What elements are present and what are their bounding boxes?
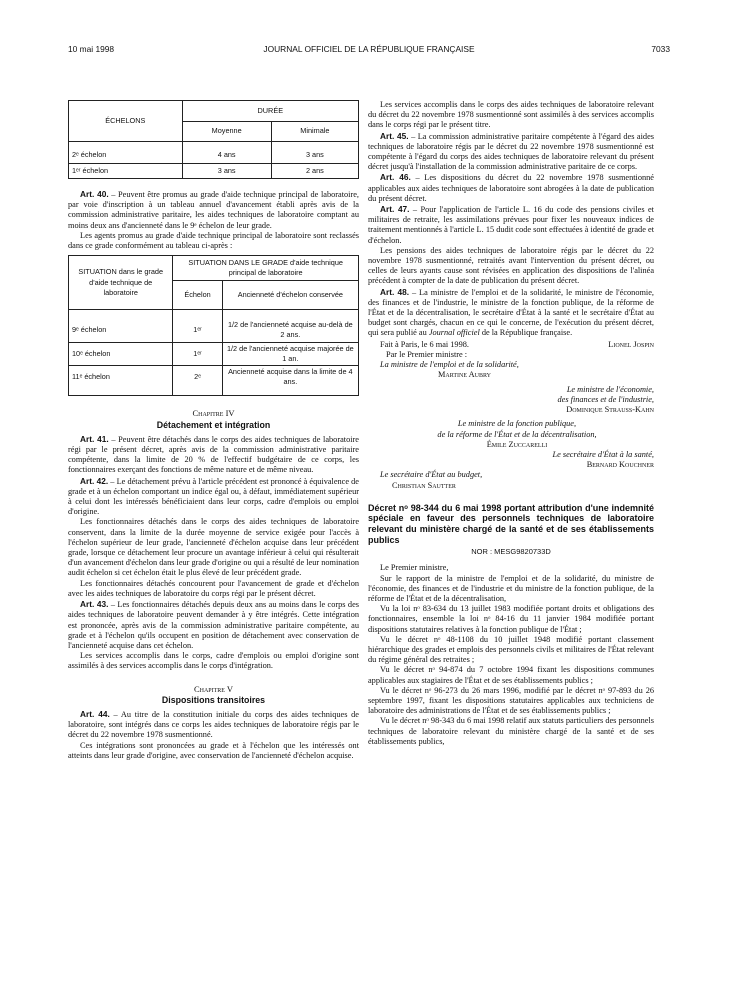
article-43: Art. 43. – Les fonctionnaires détachés depuis deux ans au moins dans le corps des aides techniques de laboratoire peuvent demander à y être intégrés. Cette intégration est prononcée, après avis de la commission administrative paritaire compétente, au grade et à l'échelon qu'ils occupent en position de détachement avec conservation de l'ancienneté acquise dans cet échelon. [68,599,359,650]
journal-officiel-ref: Journal officiel [428,328,480,338]
chapter-title: Dispositions transitoires [161,694,266,705]
cell-echelon: 1ᵉʳ échelon [69,164,183,179]
duree-table [68,100,359,179]
article-label: Art. 43. [80,599,109,610]
th-anciennete: Ancienneté d'échelon conservée [222,281,358,310]
paragraph: Vu le décret nᵒ 94-874 du 7 octobre 1994 fixant les dispositions communes applicables aux stagiaires de l'État et de ses établissements publics ; [368,665,654,685]
cell-situation: 9ᵉ échelon [69,310,173,342]
header-page-number: 7033 [651,44,670,54]
header-date: 10 mai 1998 [68,44,115,54]
paragraph: Ces intégrations sont prononcées au grade et à l'échelon que les intéressés ont atteints dans leur grade d'origine, avec conservation de l'ancienneté d'échelon acquise. [68,740,359,760]
ministre-economie-title: Le ministre de l'économie, [566,384,654,394]
right-column [368,100,654,747]
th-minimale: Minimale [271,121,358,142]
ministre-economie-title-2: des finances et de l'industrie, [557,394,654,404]
par-le-premier-ministre: Par le Premier ministre : [386,350,468,360]
ministre-fonction-publique-title-2: de la réforme de l'État et de la décentralisation, [437,429,597,439]
article-46: Art. 46. – Les dispositions du décret du 22 novembre 1978 susmentionné applicables aux aides techniques de laboratoire sont abrogées à la date de publication du présent décret. [368,172,654,203]
ministre-fonction-publique-title: Le ministre de la fonction publique, [457,419,577,429]
paragraph: Les agents promus au grade d'aide technique principal de laboratoire sont reclassés dans ce grade conformément au tableau ci-après : [68,230,359,251]
article-label: Art. 45. [380,130,409,141]
th-duree: DURÉE [182,101,358,122]
cell-minimale: 2 ans [271,164,358,179]
signature-aubry: Martine Aubry [438,370,491,380]
th-echelon: Échelon [173,281,222,310]
paragraph: Les fonctionnaires détachés dans le corps des aides techniques de laboratoire conservent, dans la limite de la durée moyenne de service exigée pour l'accès à l'échelon supérieur de leur grade, l'ancienneté d'échelon acquise dans leur précédent grade, lorsque ce détachement leur procure un avantage inférieur à celui qui résulterait d'un avancement d'échelon dans leur grade d'origine ou qui a résulté de leur nomination audit échelon si cet échelon était le plus élevé de leur précédent grade. [68,517,359,578]
paragraph: Vu le décret nᵒ 98-343 du 6 mai 1998 relatif aux statuts particuliers des personnels techniques de laboratoire relevant du ministère chargé de la santé et de ses établissements publics, [368,716,654,746]
article-48: Art. 48. – La ministre de l'emploi et de la solidarité, le ministre de l'économie, des finances et de l'industrie, le ministre de la fonction publique, de la réforme de l'État et de la décentralisation, le secrétaire d'État à la santé et le secrétaire d'État au budget sont chargés, chacun en ce qui le concerne, de l'exécution du présent décret, qui sera publié au Journal officiel de la République française. [368,286,654,338]
header-journal-title: JOURNAL OFFICIEL DE LA RÉPUBLIQUE FRANÇAISE [263,44,475,54]
cell-echelon: 1ᵉʳ [173,310,222,342]
paragraph: Sur le rapport de la ministre de l'emploi et de la solidarité, du ministre de l'économie, des finances et de l'industrie et du ministre de la fonction publique, de la réforme de l'État et de la décentralisation, [368,573,654,603]
secretaire-budget-title: Le secrétaire d'État au budget, [380,470,483,480]
cell-echelon: 2ᵉ échelon [69,142,183,164]
decret-title: Décret nᵒ 98-344 du 6 mai 1998 portant attribution d'une indemnité spéciale en faveur des personnels techniques de laboratoire relevant du ministère chargé de la santé et de ses établissements publics [368,502,654,545]
paragraph: Les fonctionnaires détachés concourent pour l'avancement de grade et d'échelon avec les aides techniques de laboratoire du corps régi par le présent décret. [68,578,359,598]
chapter-label: Chapitre V [193,683,234,694]
cell-minimale: 3 ans [271,142,358,164]
article-label: Art. 46. [380,172,411,183]
article-label: Art. 42. [80,475,109,486]
reclassement-table [68,255,359,396]
table-row [69,310,359,342]
article-label: Art. 41. [80,433,109,444]
fait-a-paris: Fait à Paris, le 6 mai 1998. [380,339,469,349]
signature-zuccarelli: Émile Zuccarelli [486,439,548,449]
signature-pm: Lionel Jospin [608,339,654,349]
paragraph: Les services accomplis dans le corps, cadre d'emplois ou emploi d'origine sont assimilés à des services accomplis dans le corps d'intégration. [68,651,359,671]
article-label: Art. 48. [380,286,410,297]
th-situation: SITUATION dans le grade d'aide technique de laboratoire [69,256,173,310]
article-40: Art. 40. – Peuvent être promus au grade d'aide technique principal de laboratoire, par voie d'inscription à un tableau annuel d'avancement établi après avis de la commission administrative paritaire, les aides techniques de laboratoire comptant au moins deux ans d'ancienneté dans le 9ᵉ échelon de leur grade. [68,189,359,230]
signature-block [368,340,654,491]
cell-anciennete: 1/2 de l'ancienneté acquise majorée de 1 an. [222,342,358,365]
table-row [69,366,359,396]
signature-sautter: Christian Sautter [392,480,456,490]
cell-moyenne: 4 ans [182,142,271,164]
secretaire-sante-title: Le secrétaire d'État à la santé, [552,449,654,459]
cell-situation: 11ᵉ échelon [69,366,173,396]
th-echelons: ÉCHELONS [69,101,183,142]
th-situation-grade: SITUATION DANS LE GRADE d'aide technique principal de laboratoire [173,256,359,281]
article-label: Art. 40. [80,189,109,199]
th-moyenne: Moyenne [182,121,271,142]
paragraph: Vu le décret nᵒ 96-273 du 26 mars 1996, modifié par le décret nᵒ 97-893 du 26 septembre 1997, fixant les dispositions statutaires applicables aux techniciens de laboratoire des administrations de l'État et de ses établissements publics ; [368,685,654,716]
left-column [68,100,359,761]
article-41: Art. 41. – Peuvent être détachés dans le corps des aides techniques de laboratoire régi par le présent décret, après avis de la commission administrative paritaire compétente, dans la limite de 20 % de l'effectif budgétaire de ce corps, les fonctionnaires exerçant des fonctions de même nature et de même niveau. [68,433,359,475]
cell-situation: 10ᵉ échelon [69,342,173,365]
article-label: Art. 44. [80,708,110,719]
paragraph: Les pensions des aides techniques de laboratoire régis par le décret du 22 novembre 1978 susmentionné, retraités avant l'intervention du présent décret, ou celles de leurs ayants cause sont révisées en application des dispositions de l'alinéa précédent à compter de la date de publication du présent décret. [368,245,654,286]
table-row [69,342,359,365]
table-row [69,164,359,179]
article-label: Art. 47. [380,204,410,215]
cell-echelon: 1ᵉʳ [173,342,222,365]
cell-anciennete: Ancienneté acquise dans la limite de 4 ans. [222,366,358,396]
article-47: Art. 47. – Pour l'application de l'article L. 16 du code des pensions civiles et militaires de retraite, les assimilations prévues pour fixer les nouveaux indices de traitement mentionnés à l'article L. 15 dudit code sont effectuées à identité de grade et d'échelon. [368,204,654,245]
paragraph: Les services accomplis dans le corps des aides techniques de laboratoire relevant du décret du 22 novembre 1978 susmentionné sont assimilés à des services accomplis dans le corps régi par le présent titre. [368,100,654,130]
chapter-title: Détachement et intégration [156,419,271,430]
cell-moyenne: 3 ans [182,164,271,179]
article-42: Art. 42. – Le détachement prévu à l'article précédent est prononcé à équivalence de grade et à un échelon comportant un indice égal ou, à défaut, immédiatement supérieur à celui dont les intéressés bénéficiaient dans leur corps, cadre d'emplois ou emploi d'origine. [68,475,359,517]
paragraph: Vu la loi nᵒ 83-634 du 13 juillet 1983 modifiée portant droits et obligations des fonctionnaires, ensemble la loi nᵒ 84-16 du 11 janvier 1984 modifiée portant dispositions statutaires relatives à la fonction publique de l'État ; [368,604,654,634]
chapter-label: Chapitre IV [192,408,235,419]
page-header [68,44,670,58]
paragraph: Le Premier ministre, [380,563,449,573]
ministre-emploi-title: La ministre de l'emploi et de la solidarité, [380,360,519,370]
cell-anciennete: 1/2 de l'ancienneté acquise au-delà de 2 ans. [222,310,358,342]
nor-reference: NOR : MESG9820733D [471,547,551,557]
paragraph: Vu le décret nᵒ 48-1108 du 10 juillet 1948 modifié portant classement hiérarchique des grades et emplois des personnels civils et militaires de l'État relevant du régime général des retraites ; [368,634,654,665]
signature-strauss-kahn: Dominique Strauss-Kahn [566,405,654,415]
cell-echelon: 2ᵉ [173,366,222,396]
table-row [69,142,359,164]
article-44: Art. 44. – Au titre de la constitution initiale du corps des aides techniques de laboratoire, sont intégrés dans ce corps les aides techniques de laboratoire régis par le décret du 22 novembre 1978 susmentionné. [68,708,359,740]
signature-kouchner: Bernard Kouchner [586,460,654,470]
article-45: Art. 45. – La commission administrative paritaire compétente à l'égard des aides techniques de laboratoire régis par le décret du 22 novembre 1978 susmentionné est compétente à l'égard du corps des aides techniques de laboratoire relevant du présent décret jusqu'à l'installation de la commission administrative paritaire de ce corps. [368,130,654,172]
